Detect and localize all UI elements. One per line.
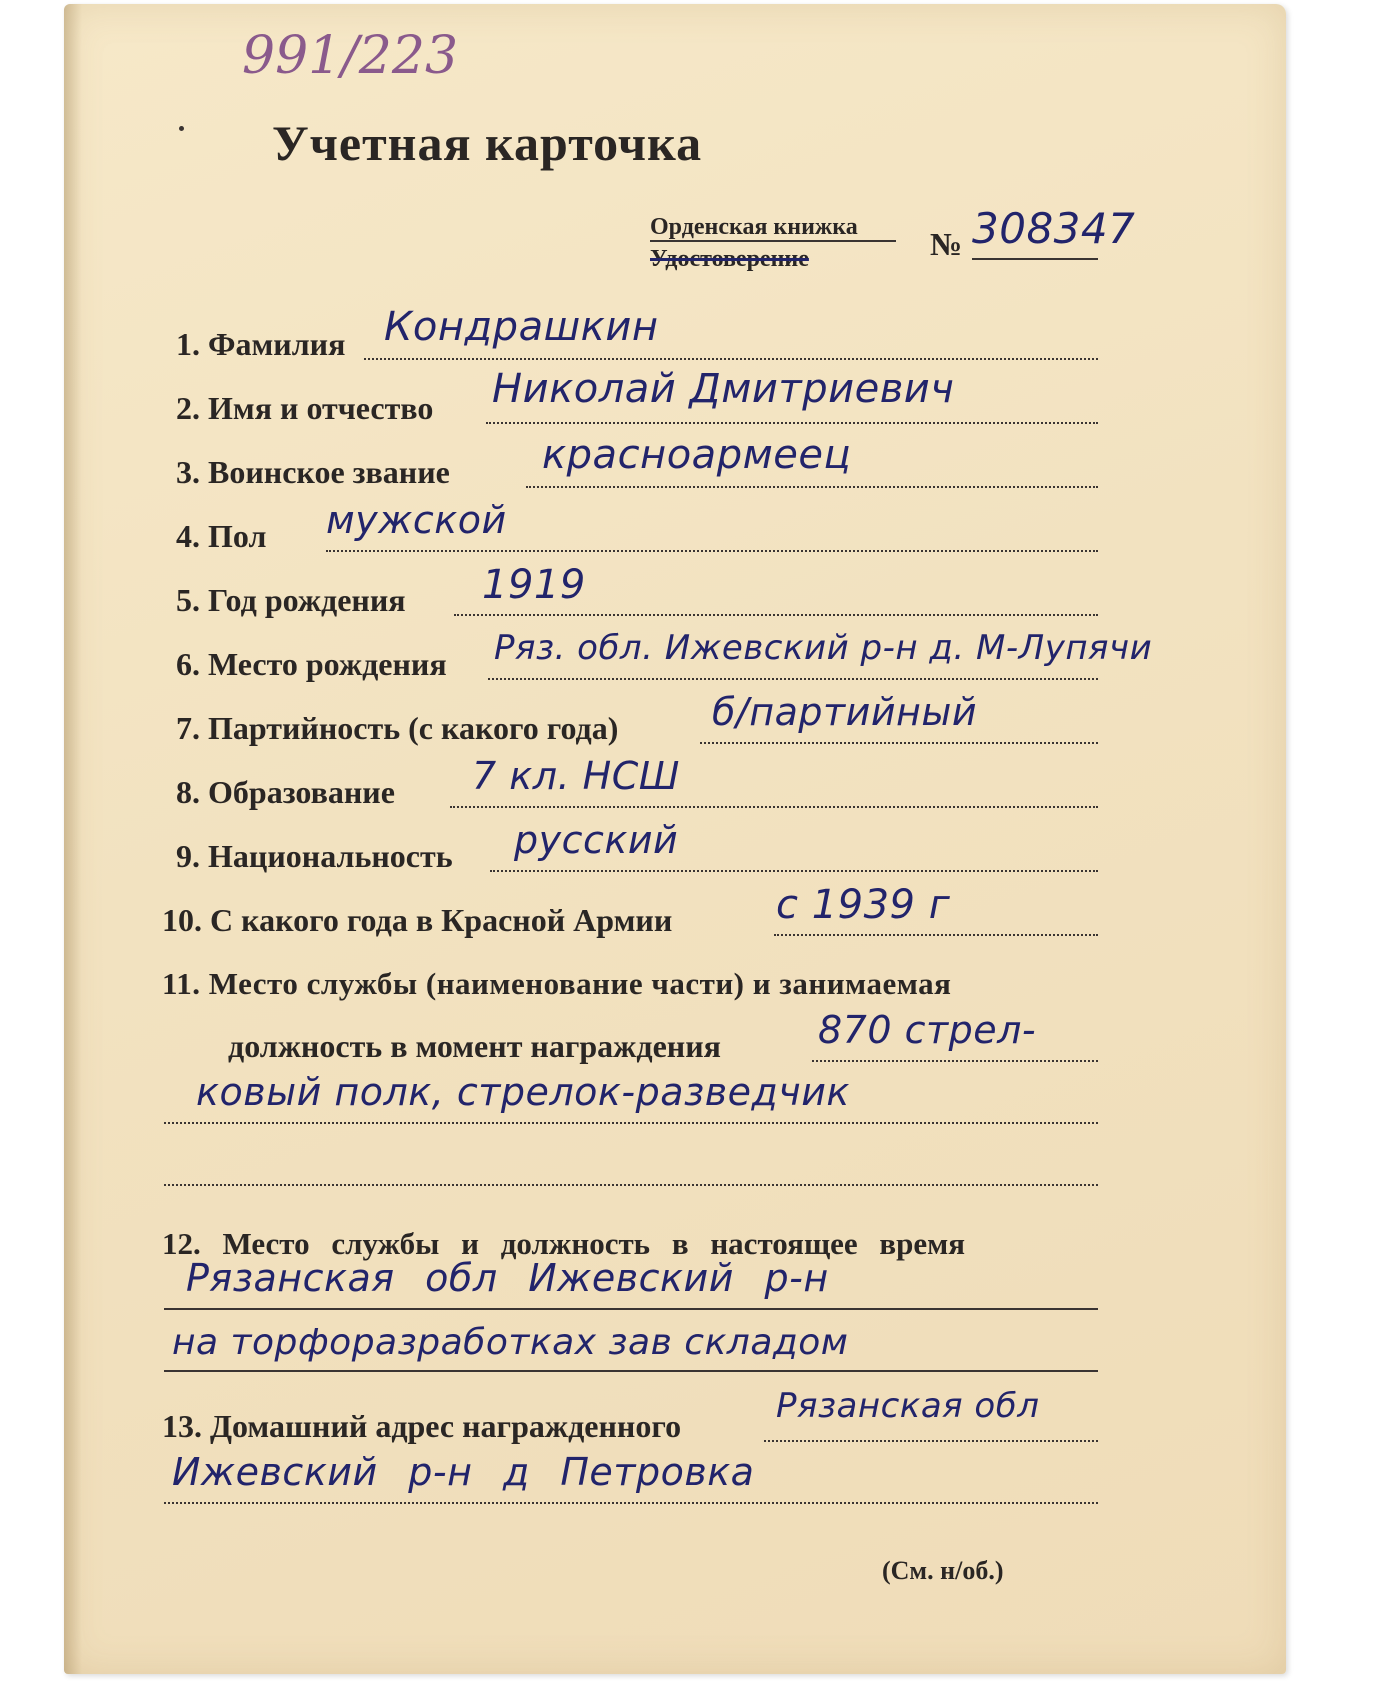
- field-11-label-line-2: должность в момент награждения: [228, 1028, 721, 1064]
- archive-number: 991/223: [242, 26, 459, 86]
- field-5-line: [454, 614, 1098, 616]
- field-7-line: [700, 742, 1098, 744]
- field-10-line: [774, 934, 1098, 936]
- footer-note: (См. н/об.): [882, 1556, 1004, 1585]
- field-9-line: [490, 870, 1098, 872]
- field-6-label: 6. Место рождения: [176, 646, 447, 682]
- field-7-value: б/партийный: [712, 690, 978, 734]
- field-12-value-line-2: на торфоразработках зав складом: [172, 1322, 849, 1363]
- field-11-line-2: [164, 1122, 1098, 1124]
- field-3-label: 3. Воинское звание: [176, 454, 450, 490]
- field-11-value-line-2: ковый полк, стрелок-разведчик: [196, 1070, 850, 1114]
- field-8-line: [450, 806, 1098, 808]
- field-1-line: [364, 358, 1098, 360]
- record-card: [64, 4, 1286, 1674]
- doc-type-order-book: Орденская книжка: [650, 214, 858, 240]
- field-13-label: 13. Домашний адрес награжденного: [162, 1408, 682, 1444]
- field-6-value: Ряз. обл. Ижевский р-н д. М-Лупячи: [494, 628, 1153, 668]
- field-4-label: 4. Пол: [176, 518, 267, 554]
- ink-dot: [179, 126, 184, 131]
- field-11-value-line-1: 870 стрел-: [818, 1008, 1037, 1052]
- field-6-line: [488, 678, 1098, 680]
- field-9-value: русский: [514, 818, 679, 862]
- field-13-value-line-2: Ижевский р-н д Петровка: [172, 1450, 755, 1494]
- field-13-line-2: [164, 1502, 1098, 1504]
- field-12-value-line-1: Рязанская обл Ижевский р-н: [186, 1256, 829, 1300]
- field-5-value: 1919: [482, 562, 586, 608]
- field-2-label: 2. Имя и отчество: [176, 390, 434, 426]
- number-underline: [972, 258, 1098, 260]
- number-label: №: [930, 226, 963, 262]
- field-12-label: 12. Место службы и должность в настоящее время: [162, 1226, 966, 1261]
- field-11-line-1: [812, 1060, 1098, 1062]
- field-8-value: 7 кл. НСШ: [472, 754, 680, 798]
- field-2-line: [486, 422, 1098, 424]
- field-2-value: Николай Дмитриевич: [492, 366, 955, 412]
- field-13-value-line-1: Рязанская обл: [776, 1386, 1040, 1426]
- field-12-line-2: [164, 1370, 1098, 1372]
- field-10-value: с 1939 г: [776, 882, 951, 928]
- field-8-label: 8. Образование: [176, 774, 395, 810]
- field-3-line: [526, 486, 1098, 488]
- field-3-value: красноармеец: [542, 432, 852, 478]
- field-11-label-line-1: 11. Место службы (наименование части) и занимаемая: [162, 966, 952, 1001]
- field-13-line-1: [764, 1440, 1098, 1442]
- field-4-value: мужской: [326, 498, 507, 542]
- doc-type-certificate: Удостоверение: [650, 246, 809, 272]
- field-9-label: 9. Национальность: [176, 838, 453, 874]
- field-1-value: Кондрашкин: [384, 304, 659, 350]
- field-4-line: [326, 550, 1098, 552]
- field-10-label: 10. С какого года в Красной Армии: [162, 902, 673, 938]
- number-value: 308347: [972, 204, 1136, 253]
- field-11-line-3: [164, 1184, 1098, 1186]
- page-title: Учетная карточка: [272, 115, 703, 171]
- doc-type-divider: [650, 240, 896, 242]
- field-7-label: 7. Партийность (с какого года): [176, 710, 619, 746]
- field-5-label: 5. Год рождения: [176, 582, 406, 618]
- field-12-line-1: [164, 1308, 1098, 1310]
- field-1-label: 1. Фамилия: [176, 326, 346, 362]
